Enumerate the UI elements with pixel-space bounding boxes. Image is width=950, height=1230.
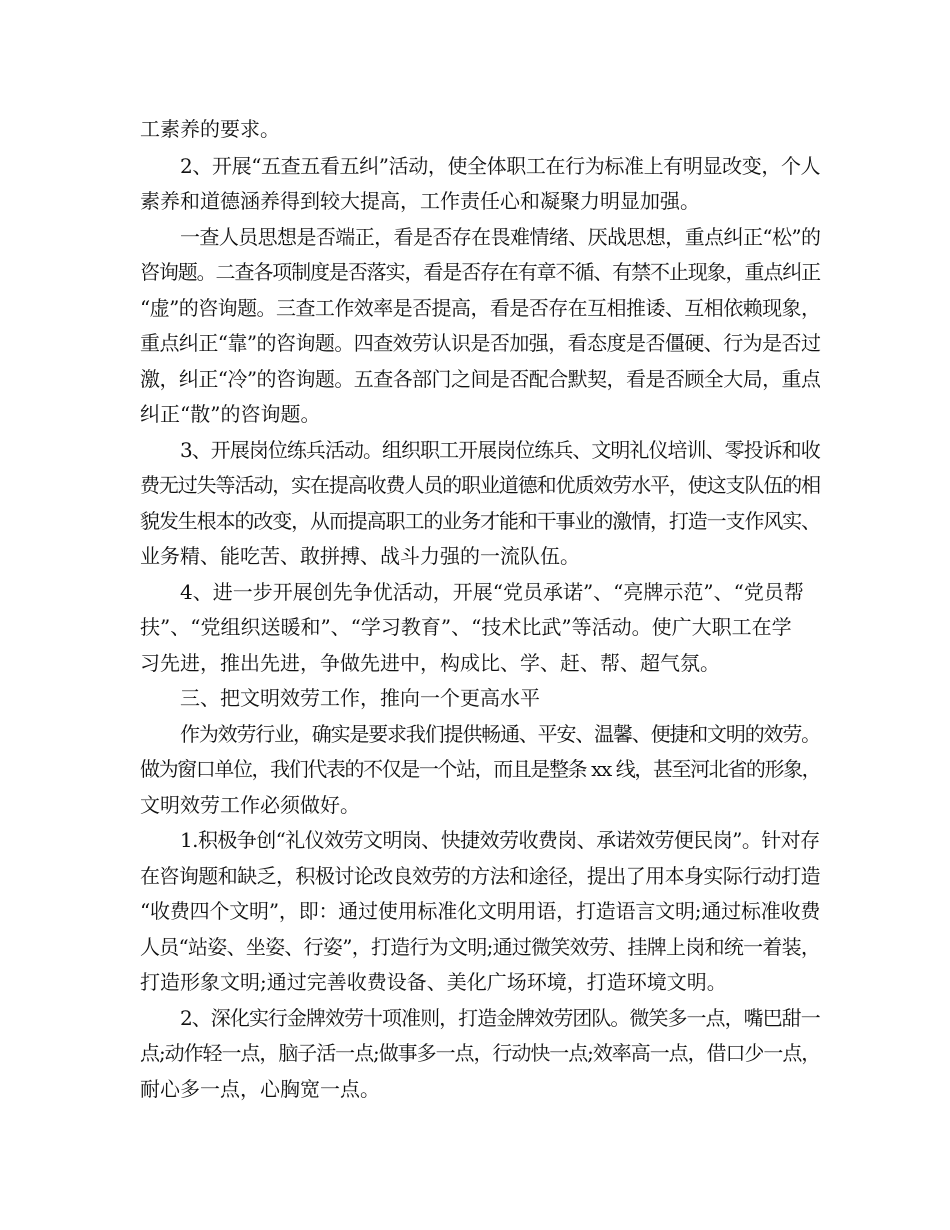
text-line: 打造形象文明;通过完善收费设备、美化广场环境，打造环境文明。 bbox=[140, 970, 727, 994]
text-line: 工素养的要求。 bbox=[140, 117, 280, 141]
text-line: 1.积极争创“礼仪效劳文明岗、快捷效劳收费岗、承诺效劳便民岗”。针对存 bbox=[180, 828, 820, 852]
section-heading: 三、把文明效劳工作，推向一个更高水平 bbox=[180, 686, 540, 710]
text-line: 耐心多一点，心胸宽一点。 bbox=[140, 1077, 380, 1101]
text-line: 纠正“散”的咨询题。 bbox=[140, 402, 321, 426]
text-line: 2、深化实行金牌效劳十项准则，打造金牌效劳团队。微笑多一点，嘴巴甜一 bbox=[180, 1006, 820, 1030]
text-line: 在咨询题和缺乏，积极讨论改良效劳的方法和途径，提出了用本身实际行动打造 bbox=[140, 864, 820, 888]
text-line: 扶”、“党组织送暖和”、“学习教育”、“技术比武”等活动。使广大职工在学 bbox=[140, 615, 792, 639]
text-line: “虚”的咨询题。三查工作效率是否提高，看是否存在互相推诿、互相依赖现象， bbox=[140, 296, 821, 320]
text-line: 4、进一步开展创先争优活动，开展“党员承诺”、“亮牌示范”、“党员帮 bbox=[180, 580, 804, 604]
text-line: 做为窗口单位，我们代表的不仅是一个站，而且是整条 xx 线，甚至河北省的形象， bbox=[140, 757, 821, 781]
text-line: 文明效劳工作必须做好。 bbox=[140, 793, 360, 817]
text-line: 一查人员思想是否端正，看是否存在畏难情绪、厌战思想，重点纠正“松”的 bbox=[180, 225, 821, 249]
text-line: 习先进，推出先进，争做先进中，构成比、学、赶、帮、超气氛。 bbox=[140, 651, 720, 675]
text-line: 2、开展“五查五看五纠”活动，使全体职工在行为标准上有明显改变，个人 bbox=[180, 154, 821, 178]
text-line: 费无过失等活动，实在提高收费人员的职业道德和优质效劳水平，使这支队伍的相 bbox=[140, 473, 820, 497]
text-line: 人员“站姿、坐姿、行姿”，打造行为文明;通过微笑效劳、挂牌上岗和统一着装， bbox=[140, 935, 821, 959]
text-line: 点;动作轻一点，脑子活一点;做事多一点，行动快一点;效率高一点，借口少一点， bbox=[140, 1041, 821, 1065]
text-line: 重点纠正“靠”的咨询题。四查效劳认识是否加强，看态度是否僵硬、行为是否过 bbox=[140, 331, 821, 355]
text-line: 咨询题。二查各项制度是否落实，看是否存在有章不循、有禁不止现象，重点纠正 bbox=[140, 260, 820, 284]
text-line: 激，纠正“冷”的咨询题。五查各部门之间是否配合默契，看是否顾全大局，重点 bbox=[140, 367, 821, 391]
text-line: 作为效劳行业，确实是要求我们提供畅通、平安、温馨、便捷和文明的效劳。 bbox=[180, 722, 820, 746]
text-line: 业务精、能吃苦、敢拼搏、战斗力强的一流队伍。 bbox=[140, 544, 580, 568]
text-line: 貌发生根本的改变，从而提高职工的业务才能和干事业的激情，打造一支作风实、 bbox=[140, 509, 820, 533]
text-line: 素养和道德涵养得到较大提高，工作责任心和凝聚力明显加强。 bbox=[140, 189, 700, 213]
text-line: 3、开展岗位练兵活动。组织职工开展岗位练兵、文明礼仪培训、零投诉和收 bbox=[180, 438, 820, 462]
text-line: “收费四个文明”，即：通过使用标准化文明用语，打造语言文明;通过标准收费 bbox=[140, 899, 821, 923]
